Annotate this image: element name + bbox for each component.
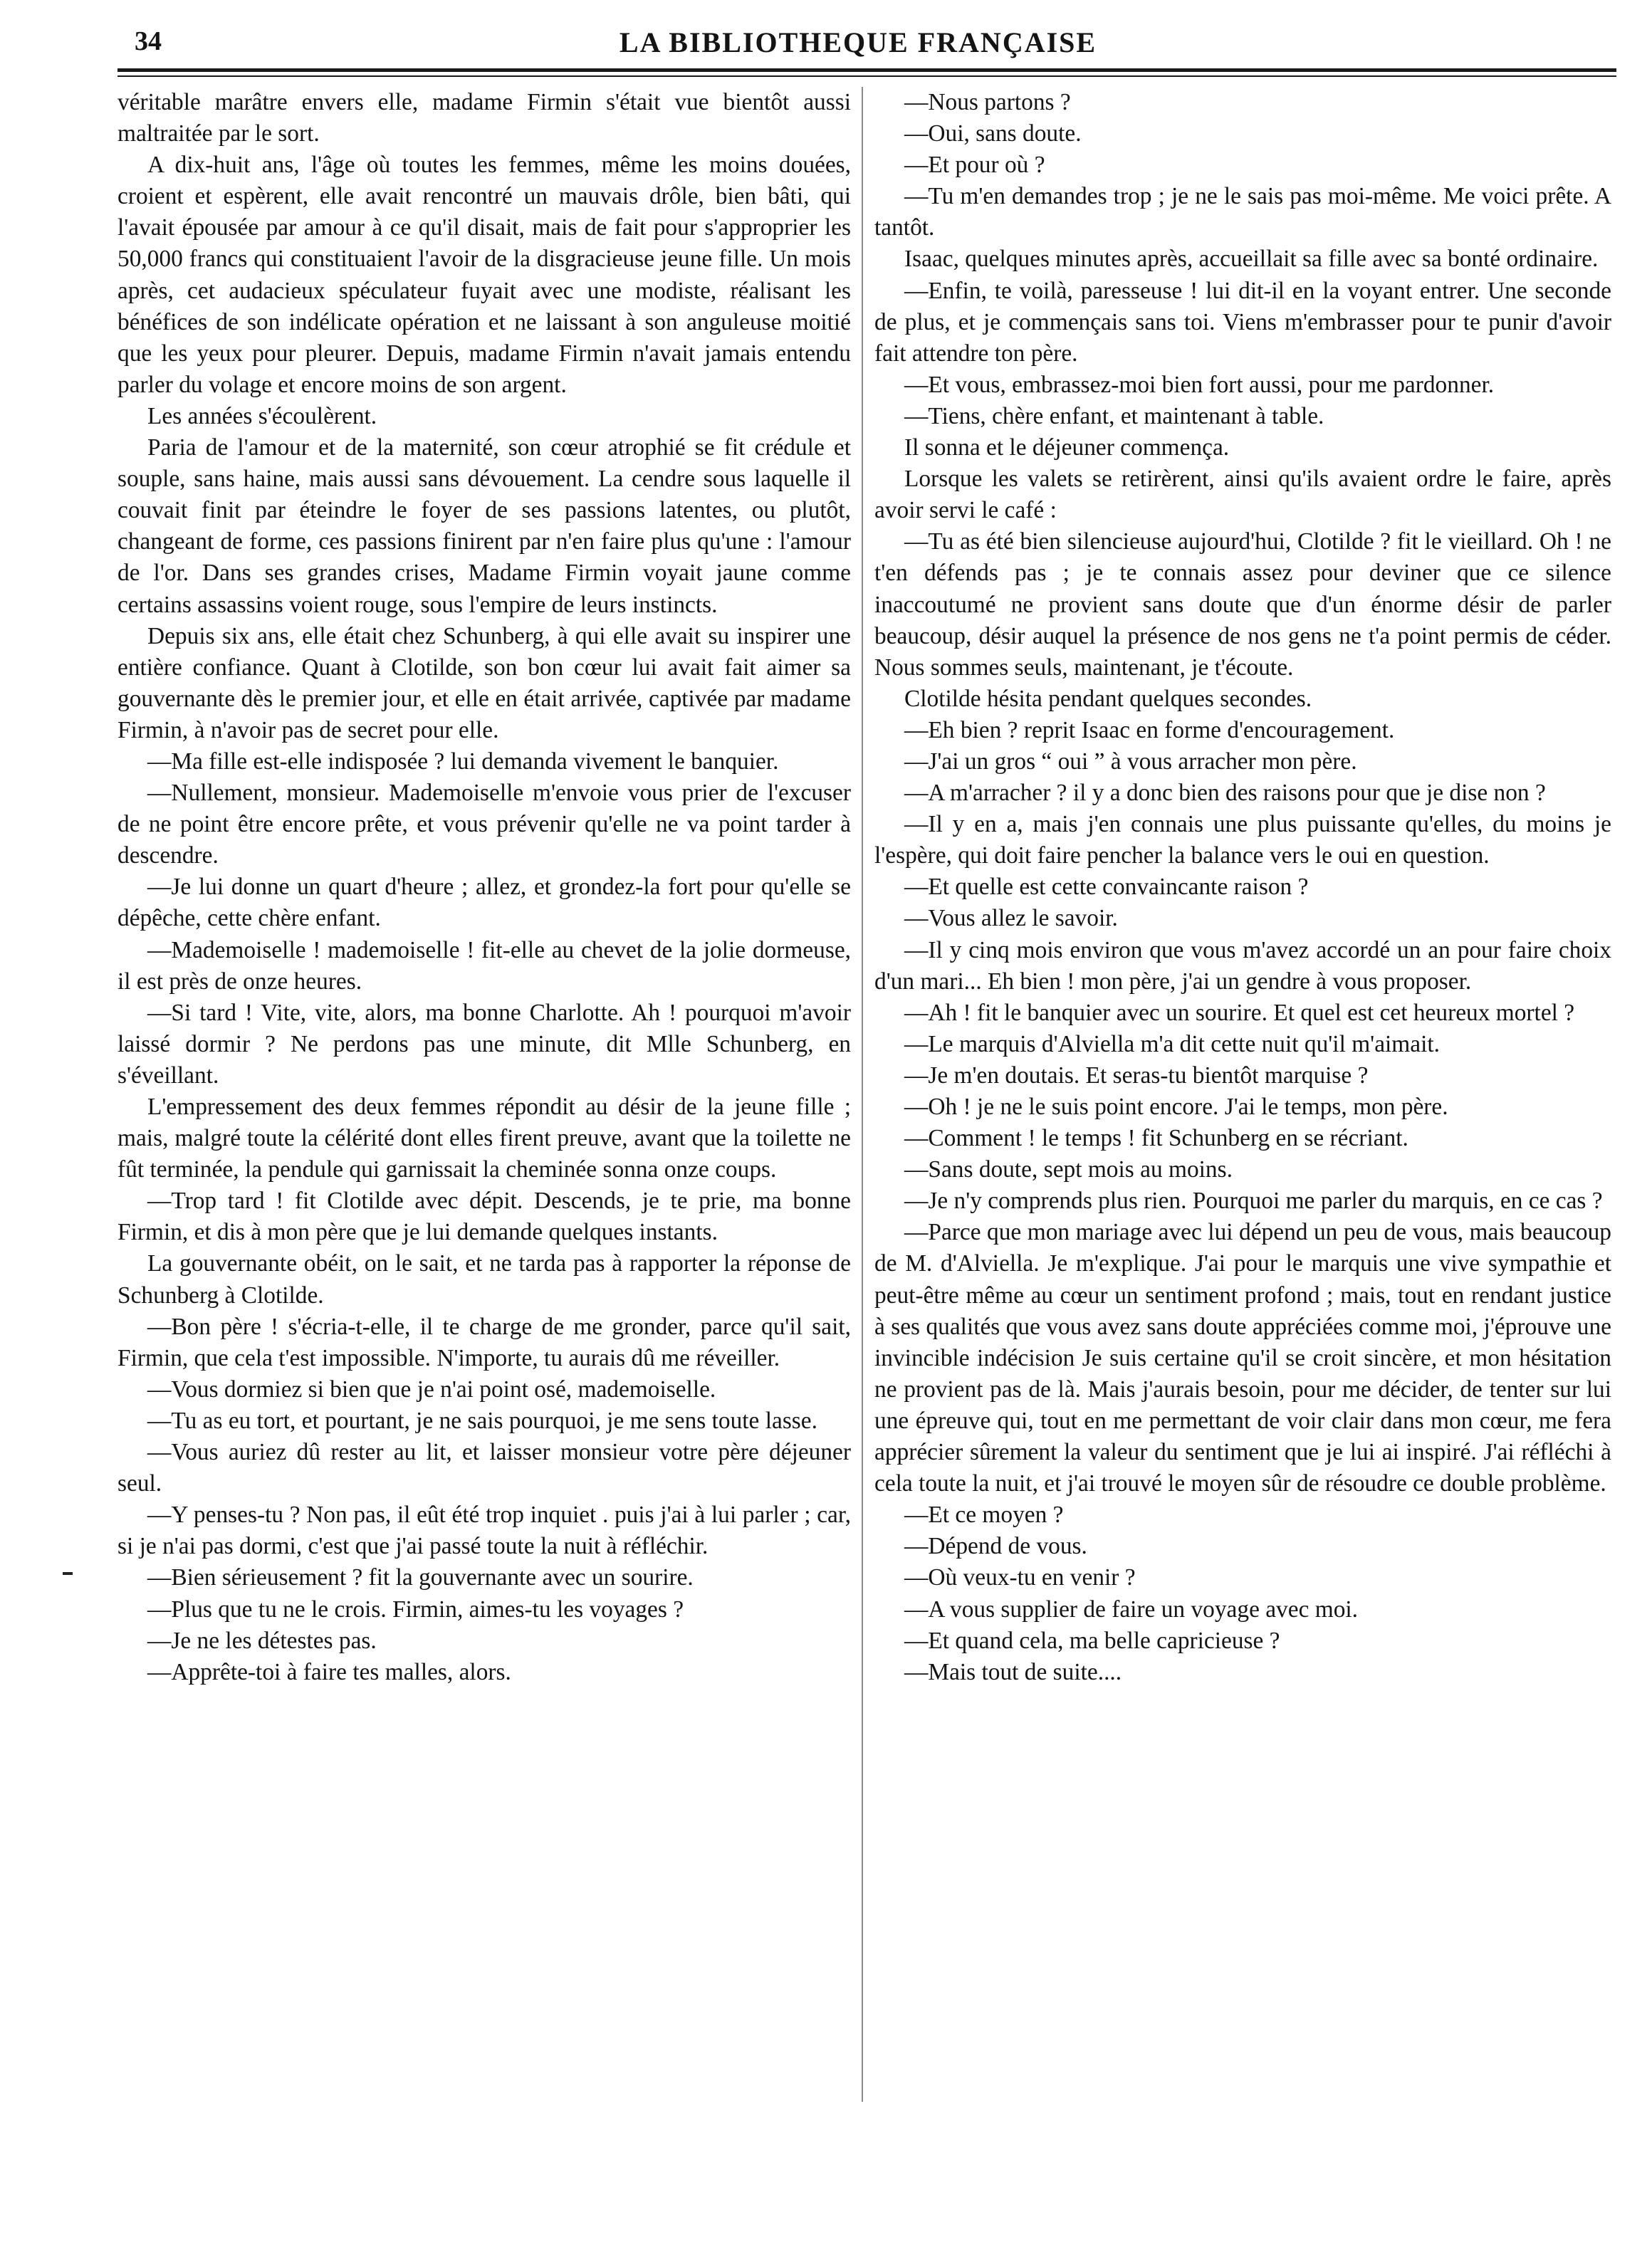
left-column xyxy=(117,87,851,1688)
paragraph: —Le marquis d'Alviella m'a dit cette nuit qu'il m'aimait. xyxy=(904,1030,1440,1057)
paragraph: —Ah ! fit le banquier avec un sourire. Et quel est cet heureux mortel ? xyxy=(904,999,1575,1026)
column-divider xyxy=(862,87,863,2102)
paragraph: —Vous allez le savoir. xyxy=(904,905,1118,932)
paragraph: —Comment ! le temps ! fit Schunberg en se récriant. xyxy=(904,1125,1408,1152)
paragraph: —Plus que tu ne le crois. Firmin, aimes-tu les voyages ? xyxy=(147,1596,684,1623)
paragraph: véritable marâtre envers elle, madame Firmin s'était vue bientôt aussi maltraitée par le sort. xyxy=(117,89,851,147)
paragraph: —Vous dormiez si bien que je n'ai point osé, mademoiselle. xyxy=(147,1376,716,1403)
paragraph: —Il y en a, mais j'en connais une plus puissante qu'elles, du moins je l'espère, qui doit faire pencher la balance vers le oui en question. xyxy=(874,811,1611,869)
paragraph: —Y penses-tu ? Non pas, il eût été trop inquiet . puis j'ai à lui parler ; car, si je n'ai pas dormi, c'est que j'ai passé toute la nuit à réfléchir. xyxy=(117,1502,851,1560)
paragraph: —Je m'en doutais. Et seras-tu bientôt marquise ? xyxy=(904,1062,1369,1089)
paragraph: —Et ce moyen ? xyxy=(904,1502,1064,1529)
paragraph: A dix-huit ans, l'âge où toutes les femmes, même les moins douées, croient et espèrent, elle avait rencontré un mauvais drôle, bien bâti, qui l'avait épousée par amour à ce qu'il disait, mais de fait pour s'approprier les 50,000 francs qui constituaient l'avoir de la disgracieuse jeune fille. Un mois après, cet audacieux spéculateur fuyait avec une modiste, réalisant les bénéfices de son indélicate opération et ne laissant à son anguleuse moitié que les yeux pour pleurer. Depuis, madame Firmin n'avait jamais entendu parler du volage et encore moins de son argent. xyxy=(117,152,851,398)
paragraph: Lorsque les valets se retirèrent, ainsi qu'ils avaient ordre le faire, après avoir servi le café : xyxy=(874,466,1611,524)
paragraph: —A vous supplier de faire un voyage avec moi. xyxy=(904,1596,1359,1623)
paragraph: —Oh ! je ne le suis point encore. J'ai le temps, mon père. xyxy=(904,1094,1448,1120)
paragraph: Il sonna et le déjeuner commença. xyxy=(904,434,1230,461)
paragraph: La gouvernante obéit, on le sait, et ne tarda pas à rapporter la réponse de Schunberg à Clotilde. xyxy=(117,1250,851,1309)
paragraph: L'empressement des deux femmes répondit au désir de la jeune fille ; mais, malgré toute la célérité dont elles firent preuve, avant que la toilette ne fût terminée, la pendule qui garnissait la cheminée sonna onze coups. xyxy=(117,1094,851,1183)
paragraph: —Ma fille est-elle indisposée ? lui demanda vivement le banquier. xyxy=(147,748,779,775)
paragraph: —Apprête-toi à faire tes malles, alors. xyxy=(147,1658,511,1685)
paragraph: —Si tard ! Vite, vite, alors, ma bonne Charlotte. Ah ! pourquoi m'avoir laissé dormir ? Ne perdons pas une minute, dit Mlle Schunberg, en s'éveillant. xyxy=(117,999,851,1089)
paragraph: —Il y cinq mois environ que vous m'avez accordé un an pour faire choix d'un mari... Eh bien ! mon père, j'ai un gendre à vous proposer. xyxy=(874,936,1611,995)
header-rule-thin xyxy=(117,75,1616,77)
margin-mark xyxy=(63,1572,73,1575)
paragraph: —Je ne les détestes pas. xyxy=(147,1627,377,1654)
paragraph: —Sans doute, sept mois au moins. xyxy=(904,1156,1233,1183)
paragraph: Isaac, quelques minutes après, accueillait sa fille avec sa bonté ordinaire. xyxy=(904,246,1599,273)
paragraph: —Oui, sans doute. xyxy=(904,120,1082,147)
paragraph: —Tu as eu tort, et pourtant, je ne sais pourquoi, je me sens toute lasse. xyxy=(147,1407,817,1434)
paragraph: —Dépend de vous. xyxy=(904,1533,1087,1560)
paragraph: —Et quelle est cette convaincante raison ? xyxy=(904,874,1309,901)
paragraph: —Mademoiselle ! mademoiselle ! fit-elle au chevet de la jolie dormeuse, il est près de onze heures. xyxy=(117,936,851,995)
paragraph: —Vous auriez dû rester au lit, et laisser monsieur votre père déjeuner seul. xyxy=(117,1439,851,1497)
paragraph: —Et pour où ? xyxy=(904,152,1045,179)
paragraph: —Tiens, chère enfant, et maintenant à table. xyxy=(904,402,1324,429)
journal-title: LA BIBLIOTHEQUE FRANÇAISE xyxy=(619,26,1097,58)
right-column xyxy=(874,87,1611,1688)
paragraph: —Parce que mon mariage avec lui dépend un peu de vous, mais beaucoup de M. d'Alviella. Je m'explique. J'ai pour le marquis une vive sympathie et peut-être même au cœur un sentiment profond ; mais, tout en rendant justice à ses qualités que vous avez sans doute appréciées comme moi, j'éprouve une invincible indécision Je suis certaine qu'il se croit sincère, et mon hésitation ne provient pas de là. Mais j'aurais besoin, pour me décider, de tenter sur lui une épreuve qui, tout en me permettant de voir clair dans mon cœur, me fera apprécier sûrement la valeur du sentiment que je lui ai inspiré. J'ai réfléchi à cela toute la nuit, et j'ai trouvé le moyen sûr de résoudre ce double problème. xyxy=(874,1219,1611,1497)
paragraph: —Nous partons ? xyxy=(904,89,1071,115)
paragraph: —Eh bien ? reprit Isaac en forme d'encouragement. xyxy=(904,716,1395,743)
paragraph: —Nullement, monsieur. Mademoiselle m'envoie vous prier de l'excuser de ne point être encore prête, et vous prévenir qu'elle ne va point tarder à descendre. xyxy=(117,780,851,869)
paragraph: —J'ai un gros “ oui ” à vous arracher mon père. xyxy=(904,748,1357,775)
paragraph: —Je n'y comprends plus rien. Pourquoi me parler du marquis, en ce cas ? xyxy=(904,1188,1603,1215)
page-number: 34 xyxy=(135,26,162,56)
paragraph: —Bien sérieusement ? fit la gouvernante avec un sourire. xyxy=(147,1564,694,1591)
paragraph: —A m'arracher ? il y a donc bien des raisons pour que je dise non ? xyxy=(904,780,1546,807)
header-rule-thick xyxy=(117,68,1616,72)
paragraph: —Je lui donne un quart d'heure ; allez, et grondez-la fort pour qu'elle se dépêche, cette chère enfant. xyxy=(117,874,851,932)
paragraph: Clotilde hésita pendant quelques secondes. xyxy=(904,685,1312,712)
paragraph: —Enfin, te voilà, paresseuse ! lui dit-il en la voyant entrer. Une seconde de plus, et je commençais sans toi. Viens m'embrasser pour te punir d'avoir fait attendre ton père. xyxy=(874,277,1611,367)
paragraph: —Tu m'en demandes trop ; je ne le sais pas moi-même. Me voici prête. A tantôt. xyxy=(874,183,1611,241)
paragraph: —Et quand cela, ma belle capricieuse ? xyxy=(904,1627,1280,1654)
paragraph: Depuis six ans, elle était chez Schunberg, à qui elle avait su inspirer une entière confiance. Quant à Clotilde, son bon cœur lui avait fait aimer sa gouvernante dès le premier jour, et elle en était arrivée, captivée par madame Firmin, à n'avoir pas de secret pour elle. xyxy=(117,622,851,743)
paragraph: —Tu as été bien silencieuse aujourd'hui, Clotilde ? fit le vieillard. Oh ! ne t'en défends pas ; je te connais assez pour deviner que ce silence inaccoutumé ne provient sans doute que d'un énorme désir de parler beaucoup, désir auquel la présence de nos gens ne t'a point permis de céder. Nous sommes seuls, maintenant, je t'écoute. xyxy=(874,528,1611,681)
paragraph: —Trop tard ! fit Clotilde avec dépit. Descends, je te prie, ma bonne Firmin, et dis à mon père que je lui demande quelques instants. xyxy=(117,1188,851,1246)
paragraph: —Bon père ! s'écria-t-elle, il te charge de me gronder, parce qu'il sait, Firmin, que cela t'est impossible. N'importe, tu aurais dû me réveiller. xyxy=(117,1313,851,1371)
paragraph: —Mais tout de suite.... xyxy=(904,1658,1122,1685)
paragraph: Paria de l'amour et de la maternité, son cœur atrophié se fit crédule et souple, sans haine, mais aussi sans dévouement. La cendre sous laquelle il couvait finit par éteindre le foyer de ses passions latentes, ou plutôt, changeant de forme, ces passions finirent par n'en faire plus qu'une : l'amour de l'or. Dans ses grandes crises, Madame Firmin voyait jaune comme certains assassins voient rouge, sous l'empire de leurs instincts. xyxy=(117,434,851,618)
paragraph: Les années s'écoulèrent. xyxy=(147,402,377,429)
paragraph: —Où veux-tu en venir ? xyxy=(904,1564,1136,1591)
paragraph: —Et vous, embrassez-moi bien fort aussi, pour me pardonner. xyxy=(904,371,1495,398)
